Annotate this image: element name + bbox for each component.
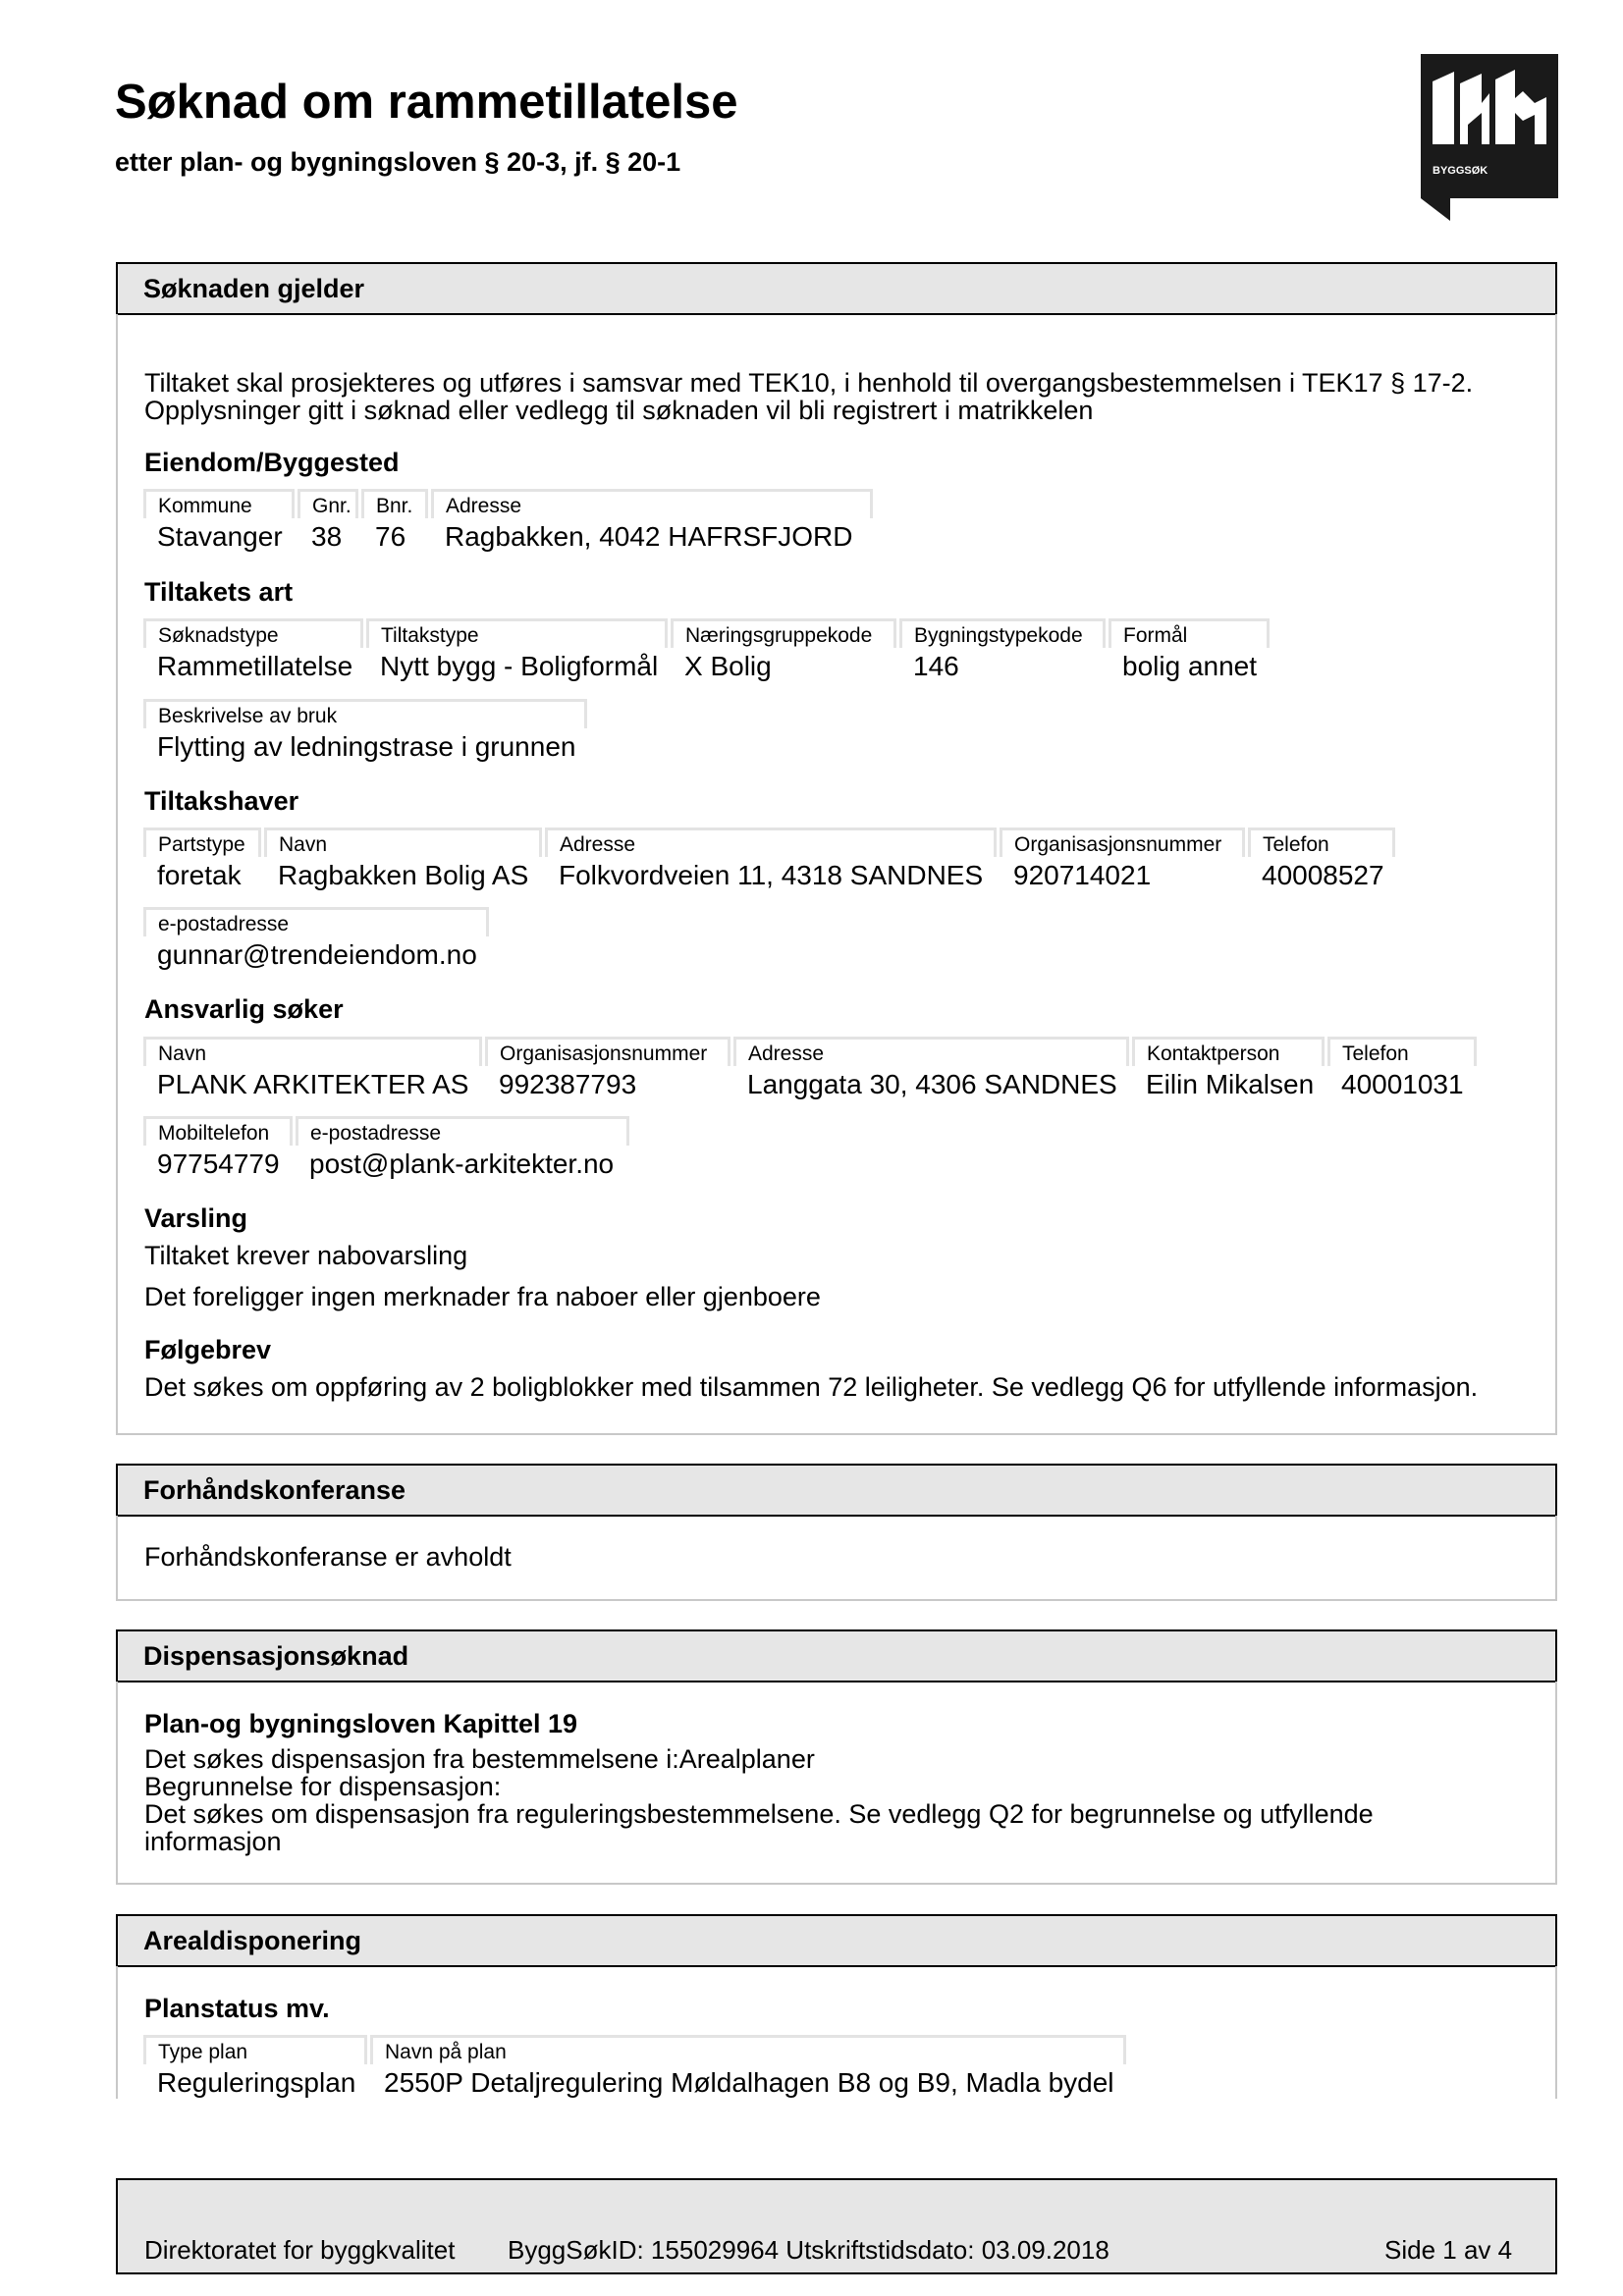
field-naeringsgruppekode [671,618,896,679]
section-heading: Arealdisponering [143,1926,362,1955]
field-value: 920714021 [1013,860,1152,890]
field-mobiltelefon [143,1116,293,1177]
field-label: Navn [264,828,542,857]
field-type-plan [143,2035,367,2096]
field-value: 992387793 [499,1069,637,1099]
field-label: Adresse [545,828,997,857]
footer-org: Direktoratet for byggkvalitet [144,2235,456,2265]
field-value: Nytt bygg - Boligformål [380,651,659,681]
field-label: Partstype [143,828,261,857]
field-value: Langgata 30, 4306 SANDNES [747,1069,1117,1099]
field-value: 146 [913,651,959,681]
field-soknadstype [143,618,363,679]
field-value: Eilin Mikalsen [1146,1069,1315,1099]
field-label: Beskrivelse av bruk [143,699,587,728]
field-value: Rammetillatelse [157,651,353,681]
dispensasjon-text: informasjon [144,1827,282,1856]
field-value: 97754779 [157,1148,280,1179]
folgebrev-text: Det søkes om oppføring av 2 boligblokker med tilsammen 72 leiligheter. Se vedlegg Q6 for utfyllende informasjon. [144,1372,1479,1402]
field-label: Type plan [143,2035,367,2064]
field-partstype [143,828,261,888]
page-title: Søknad om rammetillatelse [115,76,738,129]
dispensasjon-text: Det søkes dispensasjon fra bestemmelsene i:Arealplaner [144,1744,815,1774]
field-adresse [431,489,873,550]
field-kontaktperson [1132,1037,1325,1097]
field-value: post@plank-arkitekter.no [309,1148,615,1179]
section-heading: Søknaden gjelder [143,274,365,303]
field-value: 76 [375,521,406,552]
field-label: Adresse [431,489,873,518]
field-value: foretak [157,860,242,890]
field-tiltakstype [366,618,668,679]
field-label: Navn på plan [370,2035,1126,2064]
page-subtitle: etter plan- og bygningsloven § 20-3, jf. § 20-1 [115,147,681,177]
byggsok-logo [1421,54,1558,221]
field-label: e-postadresse [143,907,489,936]
field-adresse [733,1037,1129,1097]
field-navn-pa-plan [370,2035,1126,2096]
field-label: Tiltakstype [366,618,668,648]
section-forhandskonferanse-body [116,1516,1557,1601]
field-label: Kommune [143,489,295,518]
field-value: Folkvordveien 11, 4318 SANDNES [559,860,984,890]
field-label: Kontaktperson [1132,1037,1325,1066]
planstatus-heading: Planstatus mv. [144,1994,330,2023]
field-epost [296,1116,629,1177]
field-organisasjonsnummer [1000,828,1245,888]
field-telefon [1327,1037,1477,1097]
field-navn [264,828,542,888]
field-value: Ragbakken Bolig AS [278,860,529,890]
field-bygningstypekode [899,618,1106,679]
field-value: 38 [311,521,343,552]
tiltakshaver-heading: Tiltakshaver [144,786,299,816]
field-value: Stavanger [157,521,283,552]
field-value: gunnar@trendeiendom.no [157,939,477,970]
field-label: Søknadstype [143,618,363,648]
field-value: Reguleringsplan [157,2067,356,2098]
dispensasjon-text: Det søkes om dispensasjon fra reguleringsbestemmelsene. Se vedlegg Q2 for begrunnelse og utfyllende [144,1799,1374,1829]
field-label: Gnr. [298,489,358,518]
dispensasjon-subheading: Plan-og bygningsloven Kapittel 19 [144,1709,578,1738]
ansvarlig-soker-heading: Ansvarlig søker [144,994,344,1024]
field-formal [1109,618,1270,679]
varsling-text: Tiltaket krever nabovarsling [144,1241,468,1270]
field-adresse [545,828,997,888]
section-arealdisponering-header [116,1914,1557,1967]
field-value: 40008527 [1262,860,1384,890]
tiltakets-art-heading: Tiltakets art [144,577,294,607]
field-value: X Bolig [684,651,772,681]
section-dispensasjon-body [116,1682,1557,1885]
field-value: 2550P Detaljregulering Møldalhagen B8 og B9, Madla bydel [384,2067,1114,2098]
section-soknaden-header [116,262,1557,315]
field-label: Formål [1109,618,1270,648]
field-label: Organisasjonsnummer [485,1037,730,1066]
field-value: PLANK ARKITEKTER AS [157,1069,469,1099]
field-label: Næringsgruppekode [671,618,896,648]
forhandskonferanse-text: Forhåndskonferanse er avholdt [144,1542,512,1572]
field-label: Mobiltelefon [143,1116,293,1146]
intro-line: Opplysninger gitt i søknad eller vedlegg til søknaden vil bli registrert i matrikkelen [144,396,1094,425]
field-telefon [1248,828,1395,888]
field-kommune [143,489,295,550]
section-forhandskonferanse-header [116,1464,1557,1517]
footer-page-number: Side 1 av 4 [1384,2235,1513,2265]
dispensasjon-text: Begrunnelse for dispensasjon: [144,1772,502,1801]
field-label: Bygningstypekode [899,618,1106,648]
intro-line: Tiltaket skal prosjekteres og utføres i samsvar med TEK10, i henhold til overgangsbestemmelsen i TEK17 § 17-2. [144,368,1474,398]
section-heading: Dispensasjonsøknad [143,1641,409,1671]
footer-id: ByggSøkID: 155029964 Utskriftstidsdato: 03.09.2018 [508,2235,1109,2265]
field-value: bolig annet [1122,651,1258,681]
field-label: Telefon [1248,828,1395,857]
field-label: Adresse [733,1037,1129,1066]
section-soknaden-body [116,314,1557,1435]
field-label: Organisasjonsnummer [1000,828,1245,857]
field-beskrivelse-bruk [143,699,587,760]
section-heading: Forhåndskonferanse [143,1475,406,1505]
field-label: Telefon [1327,1037,1477,1066]
eiendom-heading: Eiendom/Byggested [144,448,400,477]
folgebrev-heading: Følgebrev [144,1335,272,1364]
varsling-heading: Varsling [144,1203,248,1233]
field-gnr [298,489,358,550]
field-value: Flytting av ledningstrase i grunnen [157,731,576,762]
section-dispensasjon-header [116,1629,1557,1682]
field-label: Navn [143,1037,482,1066]
page-footer [116,2178,1557,2274]
varsling-text: Det foreligger ingen merknader fra naboer eller gjenboere [144,1282,821,1311]
field-label: Bnr. [361,489,428,518]
field-bnr [361,489,428,550]
field-organisasjonsnummer [485,1037,730,1097]
field-epost [143,907,489,968]
field-label: e-postadresse [296,1116,629,1146]
field-navn [143,1037,482,1097]
section-arealdisponering-body [116,1966,1557,2099]
logo-text: BYGGSØK [1433,165,1488,177]
field-value: 40001031 [1341,1069,1464,1099]
field-value: Ragbakken, 4042 HAFRSFJORD [445,521,853,552]
